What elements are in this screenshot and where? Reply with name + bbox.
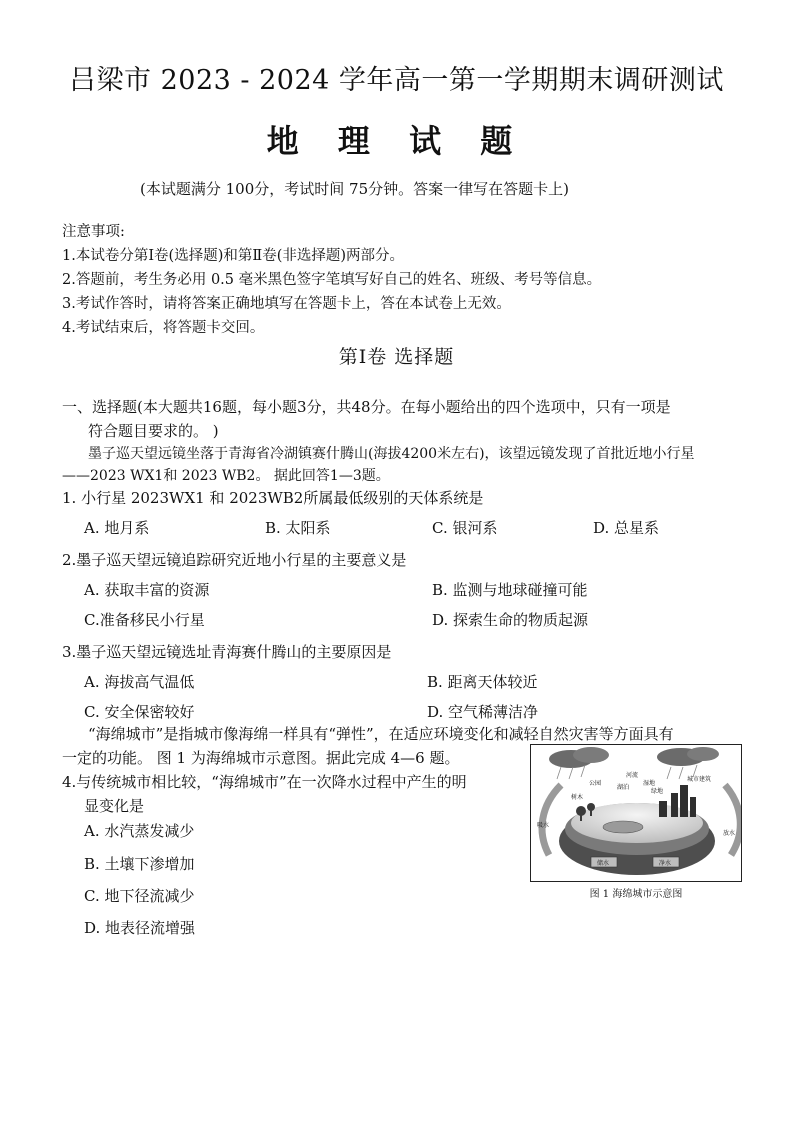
question-3-option-d[interactable]: D. 空气稀薄洁净 <box>427 703 539 721</box>
subject-title: 地 理 试 题 <box>266 122 527 160</box>
label-park: 公园 <box>589 780 602 787</box>
label-release: 放水 <box>723 830 736 837</box>
question-1-stem: 1. 小行星 2023WX1 和 2023WB2所属最低级别的天体系统是 <box>62 489 484 507</box>
question-2-option-d[interactable]: D. 探索生命的物质起源 <box>432 611 589 629</box>
section-title: 第Ⅰ卷 选择题 <box>338 346 455 368</box>
label-purify: 净水 <box>659 860 672 867</box>
question-4-option-c[interactable]: C. 地下径流减少 <box>84 887 195 905</box>
question-2-option-c[interactable]: C.准备移民小行星 <box>84 611 205 629</box>
question-4-stem-cont: 显变化是 <box>84 797 145 815</box>
lake-icon <box>603 821 643 833</box>
label-city: 城市建筑 <box>687 776 712 783</box>
label-river: 河流 <box>626 772 639 779</box>
question-3-option-c[interactable]: C. 安全保密较好 <box>84 703 195 721</box>
question-1-option-d[interactable]: D. 总星系 <box>593 519 660 537</box>
passage-2-line: “海绵城市”是指城市像海绵一样具有“弹性”，在适应环境变化和减轻自然灾害等方面具有 <box>88 725 674 743</box>
question-3-option-a[interactable]: A. 海拔高气温低 <box>84 673 195 691</box>
label-absorb: 吸水 <box>537 822 550 829</box>
note-item: 4.考试结束后，将答题卡交回。 <box>62 320 265 336</box>
label-greenland: 绿地 <box>651 788 664 795</box>
exam-info: (本试题满分 100分，考试时间 75分钟。答案一律写在答题卡上) <box>140 180 569 198</box>
notes-heading: 注意事项: <box>62 224 125 240</box>
note-item: 1.本试卷分第Ⅰ卷(选择题)和第Ⅱ卷(非选择题)两部分。 <box>62 248 405 264</box>
question-3-stem: 3.墨子巡天望远镜选址青海赛什腾山的主要原因是 <box>62 643 392 661</box>
passage-2-line: 一定的功能。 图 1 为海绵城市示意图。据此完成 4—6 题。 <box>62 749 460 767</box>
label-wetland: 湿地 <box>643 780 656 787</box>
note-item: 2.答题前，考生务必用 0.5 毫米黑色签字笔填写好自己的姓名、班级、考号等信息。 <box>62 272 602 288</box>
sponge-city-illustration <box>531 745 742 882</box>
exam-title: 吕梁市 2023 - 2024 学年高一第一学期期末调研测试 <box>69 65 724 96</box>
note-item: 3.考试作答时，请将答案正确地填写在答题卡上，答在本试卷上无效。 <box>62 296 511 312</box>
question-2-stem: 2.墨子巡天望远镜追踪研究近地小行星的主要意义是 <box>62 551 407 569</box>
cloud-icon <box>573 747 609 763</box>
section-instructions-cont: 符合题目要求的。 ) <box>88 422 219 440</box>
passage-1-line: 墨子巡天望远镜坐落于青海省冷湖镇赛什腾山(海拔4200米左右)，该望远镜发现了首批近地小行星 <box>88 446 695 462</box>
question-1-option-a[interactable]: A. 地月系 <box>84 519 150 537</box>
question-1-option-c[interactable]: C. 银河系 <box>432 519 498 537</box>
label-lake: 湖泊 <box>617 784 630 791</box>
label-store: 储水 <box>597 860 610 867</box>
passage-1-line: ——2023 WX1和 2023 WB2。 据此回答1—3题。 <box>62 468 390 484</box>
label-trees: 树木 <box>571 794 584 801</box>
figure-caption: 图 1 海绵城市示意图 <box>589 889 683 900</box>
question-3-option-b[interactable]: B. 距离天体较近 <box>427 673 538 691</box>
section-instructions: 一、选择题(本大题共16题，每小题3分，共48分。在每小题给出的四个选项中，只有一项是 <box>62 398 671 416</box>
cloud-icon <box>687 747 719 761</box>
question-4-option-d[interactable]: D. 地表径流增强 <box>84 919 196 937</box>
question-4-option-a[interactable]: A. 水汽蒸发减少 <box>84 822 195 840</box>
question-2-option-a[interactable]: A. 获取丰富的资源 <box>84 581 210 599</box>
question-2-option-b[interactable]: B. 监测与地球碰撞可能 <box>432 581 588 599</box>
question-1-option-b[interactable]: B. 太阳系 <box>265 519 331 537</box>
question-4-option-b[interactable]: B. 土壤下渗增加 <box>84 855 195 873</box>
question-4-stem: 4.与传统城市相比较，“海绵城市”在一次降水过程中产生的明 <box>62 773 467 791</box>
sponge-city-figure <box>530 744 742 882</box>
